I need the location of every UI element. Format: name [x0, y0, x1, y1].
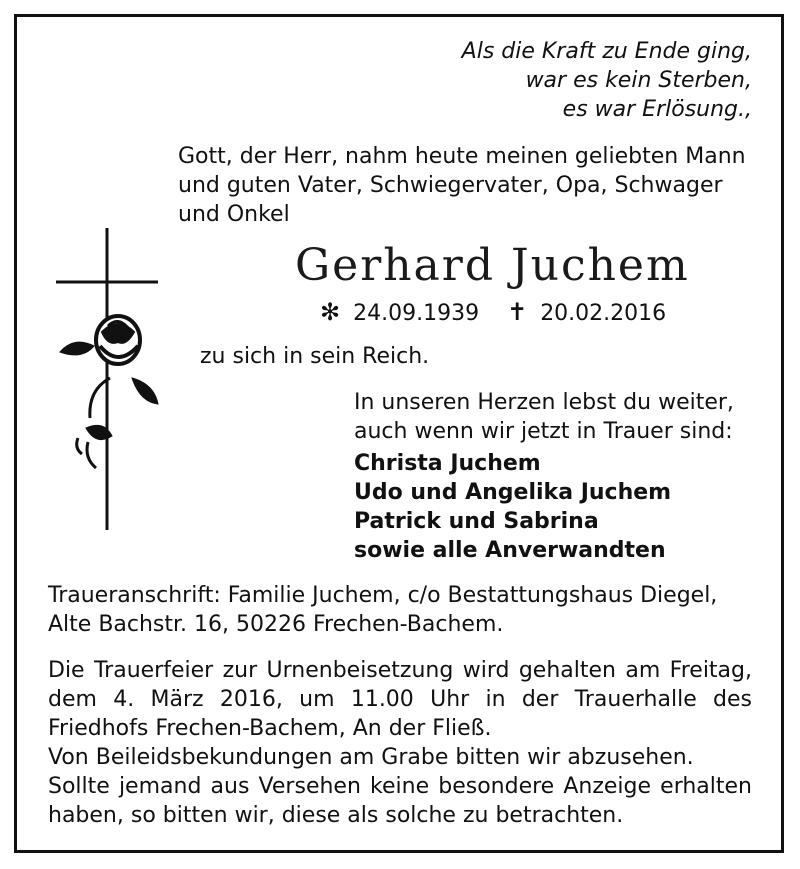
- intro-line-1: Gott, der Herr, nahm heute meinen geliebten Mann: [178, 144, 746, 169]
- ceremony-text: [48, 656, 752, 830]
- intro-line-3: und Onkel: [178, 202, 290, 227]
- ceremony-line-3: Friedhofs Frechen-Bachem, An der Fließ.: [48, 716, 492, 741]
- death-date: 20.02.2016: [540, 301, 667, 326]
- intro-line-2: und guten Vater, Schwiegervater, Opa, Schwager: [178, 173, 723, 198]
- motto-line-2: war es kein Sterben,: [525, 68, 752, 93]
- mourner-2: Udo und Angelika Juchem: [354, 480, 672, 505]
- ceremony-line-4: Von Beileidsbekundungen am Grabe bitten wir abzusehen.: [48, 745, 694, 770]
- address-line-2: Alte Bachstr. 16, 50226 Frechen-Bachem.: [48, 612, 504, 637]
- address-line-1: Traueranschrift: Familie Juchem, c/o Bestattungshaus Diegel,: [48, 583, 718, 608]
- life-dates: [320, 298, 666, 326]
- ceremony-line-1: Die Trauerfeier zur Urnenbeisetzung wird gehalten am Freitag,: [48, 658, 752, 683]
- motto-line-1: Als die Kraft zu Ende ging,: [461, 39, 752, 64]
- deceased-name: Gerhard Juchem: [295, 240, 690, 291]
- reich-line: zu sich in sein Reich.: [200, 344, 430, 369]
- verse-line-1: In unseren Herzen lebst du weiter,: [354, 390, 734, 415]
- cross-with-rose-icon: [52, 228, 162, 530]
- ceremony-line-5: Sollte jemand aus Versehen keine besondere Anzeige erhalten: [48, 774, 752, 799]
- death-cross-icon: ✝: [507, 298, 528, 326]
- ceremony-line-6: haben, so bitten wir, diese als solche zu betrachten.: [48, 803, 624, 828]
- mourner-4: sowie alle Anverwandten: [354, 538, 666, 563]
- mourner-1: Christa Juchem: [354, 451, 541, 476]
- ceremony-line-2: dem 4. März 2016, um 11.00 Uhr in der Trauerhalle des: [48, 687, 752, 712]
- motto-line-3: es war Erlösung.,: [562, 97, 752, 122]
- mourner-3: Patrick und Sabrina: [354, 509, 599, 534]
- birth-date: 24.09.1939: [353, 301, 480, 326]
- birth-star-icon: ✻: [320, 298, 341, 326]
- verse-line-2: auch wenn wir jetzt in Trauer sind:: [354, 419, 733, 444]
